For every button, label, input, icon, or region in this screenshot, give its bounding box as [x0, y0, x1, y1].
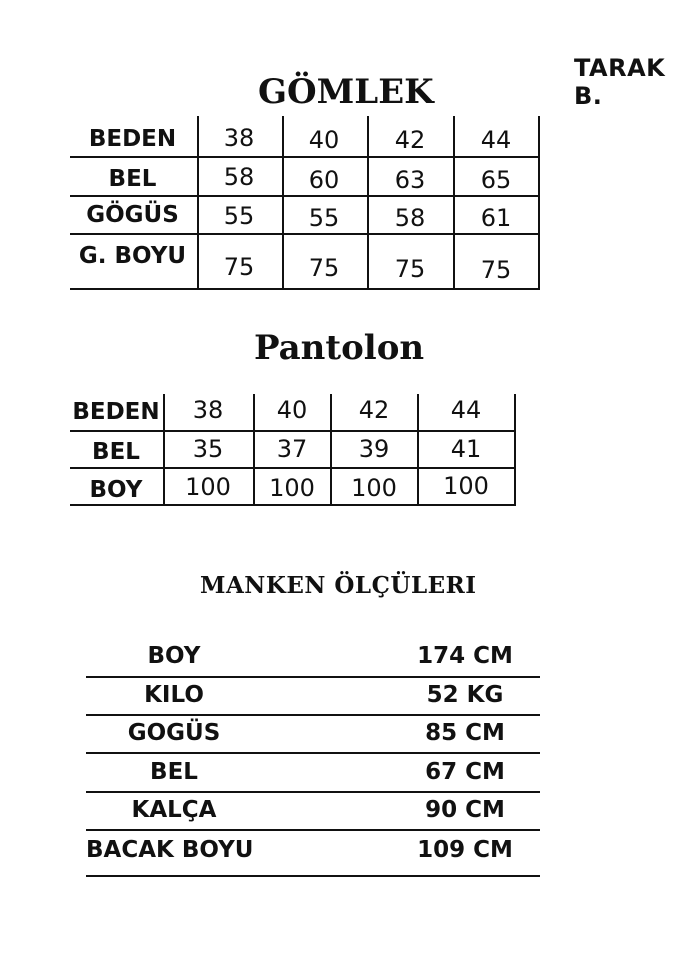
table-divider: [86, 829, 540, 831]
table-divider: [70, 504, 516, 506]
table-cell: 65: [480, 166, 512, 194]
brand-label: TARAK B.: [574, 54, 666, 110]
shirt-size-title: GÖMLEK: [258, 72, 434, 112]
table-cell: 58: [394, 204, 426, 232]
table-cell: 39: [358, 435, 390, 463]
row-label: BEL: [108, 166, 157, 192]
table-cell: 75: [308, 254, 340, 282]
table-divider: [86, 791, 540, 793]
row-label: BOY: [89, 477, 143, 503]
measure-value: 90 CM: [425, 797, 505, 823]
measure-label: GOGÜS: [127, 720, 221, 746]
row-label: BEDEN: [88, 126, 177, 152]
measure-label: KALÇA: [131, 797, 217, 823]
table-divider: [70, 467, 516, 469]
measure-value: 52 KG: [426, 682, 504, 708]
table-cell: 38: [192, 396, 224, 424]
table-divider: [70, 288, 540, 290]
table-divider: [70, 233, 540, 235]
table-cell: 100: [443, 472, 489, 500]
table-cell: 75: [223, 253, 255, 281]
table-cell: 61: [480, 204, 512, 232]
table-cell: 42: [394, 126, 426, 154]
table-divider: [70, 430, 516, 432]
measure-label: BOY: [147, 643, 201, 669]
table-cell: 42: [358, 396, 390, 424]
table-cell: 37: [276, 435, 308, 463]
table-cell: 55: [223, 202, 255, 230]
measure-label: KILO: [144, 682, 204, 708]
table-cell: 100: [351, 474, 397, 502]
measure-label: BEL: [150, 759, 198, 785]
table-divider: [86, 714, 540, 716]
table-cell: 40: [276, 396, 308, 424]
measure-label: BACAK BOYU: [86, 837, 254, 863]
table-divider: [538, 116, 540, 290]
table-cell: 63: [394, 166, 426, 194]
row-label: BEDEN: [72, 399, 160, 425]
table-cell: 100: [269, 474, 315, 502]
table-cell: 35: [192, 435, 224, 463]
table-divider: [86, 875, 540, 877]
row-label: GÖGÜS: [86, 202, 179, 228]
pants-size-title: Pantolon: [254, 328, 425, 368]
row-label: G. BOYU: [78, 243, 187, 269]
model-measurements-title: MANKEN ÖLÇÜLERI: [200, 572, 477, 599]
table-divider: [70, 195, 540, 197]
table-cell: 55: [308, 204, 340, 232]
table-cell: 44: [480, 126, 512, 154]
measure-value: 109 CM: [417, 837, 513, 863]
table-divider: [86, 676, 540, 678]
measure-value: 85 CM: [425, 720, 505, 746]
table-cell: 100: [185, 473, 231, 501]
table-cell: 58: [223, 163, 255, 191]
table-cell: 75: [480, 256, 512, 284]
table-cell: 60: [308, 166, 340, 194]
table-cell: 41: [450, 435, 482, 463]
measure-value: 174 CM: [417, 643, 513, 669]
row-label: BEL: [92, 439, 140, 465]
table-cell: 75: [394, 255, 426, 283]
measure-value: 67 CM: [425, 759, 505, 785]
table-divider: [86, 752, 540, 754]
table-cell: 38: [223, 124, 255, 152]
table-cell: 40: [308, 126, 340, 154]
table-divider: [70, 156, 540, 158]
table-divider: [514, 394, 516, 506]
table-cell: 44: [450, 396, 482, 424]
